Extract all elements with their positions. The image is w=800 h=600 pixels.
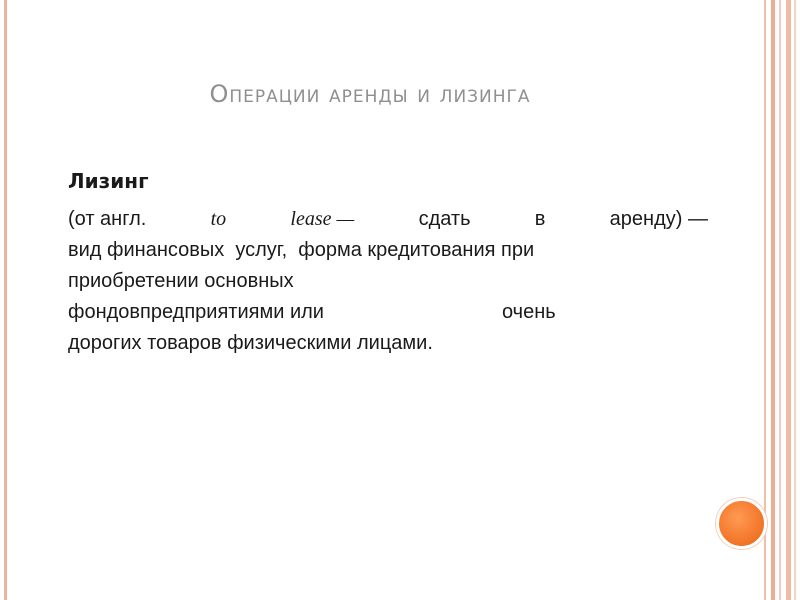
text-fragment: фондовпредприятиями или [68, 301, 324, 323]
text-fragment: (от англ. [68, 208, 147, 230]
stripe [779, 0, 781, 600]
paragraph-line [68, 297, 708, 328]
text-fragment: to [210, 208, 227, 230]
stripe [764, 0, 766, 600]
text-fragment: очень [501, 301, 556, 323]
paragraph-line [68, 266, 708, 297]
stripe [771, 0, 775, 600]
text-fragment: дорогих товаров физическими лицами. [68, 332, 433, 354]
text-fragment: lease — [290, 208, 355, 230]
paragraph-line [68, 204, 708, 235]
paragraph-line [68, 328, 708, 359]
text-fragment: сдать [418, 208, 471, 230]
definition-paragraph [68, 204, 708, 359]
stripe [786, 0, 791, 600]
text-fragment: в [534, 208, 546, 230]
content-block [68, 168, 708, 359]
slide-title: Операции аренды и лизинга [209, 80, 531, 108]
paragraph-line [68, 235, 708, 266]
stripe [794, 0, 796, 600]
text-fragment: приобретении основных [68, 270, 294, 292]
orange-circle-ornament [716, 498, 767, 549]
right-decorative-stripes [764, 0, 800, 600]
text-fragment: вид финансовых услуг, форма кредитования при [68, 239, 535, 261]
section-heading: Лизинг [68, 169, 149, 193]
text-fragment: аренду) — [609, 208, 708, 230]
